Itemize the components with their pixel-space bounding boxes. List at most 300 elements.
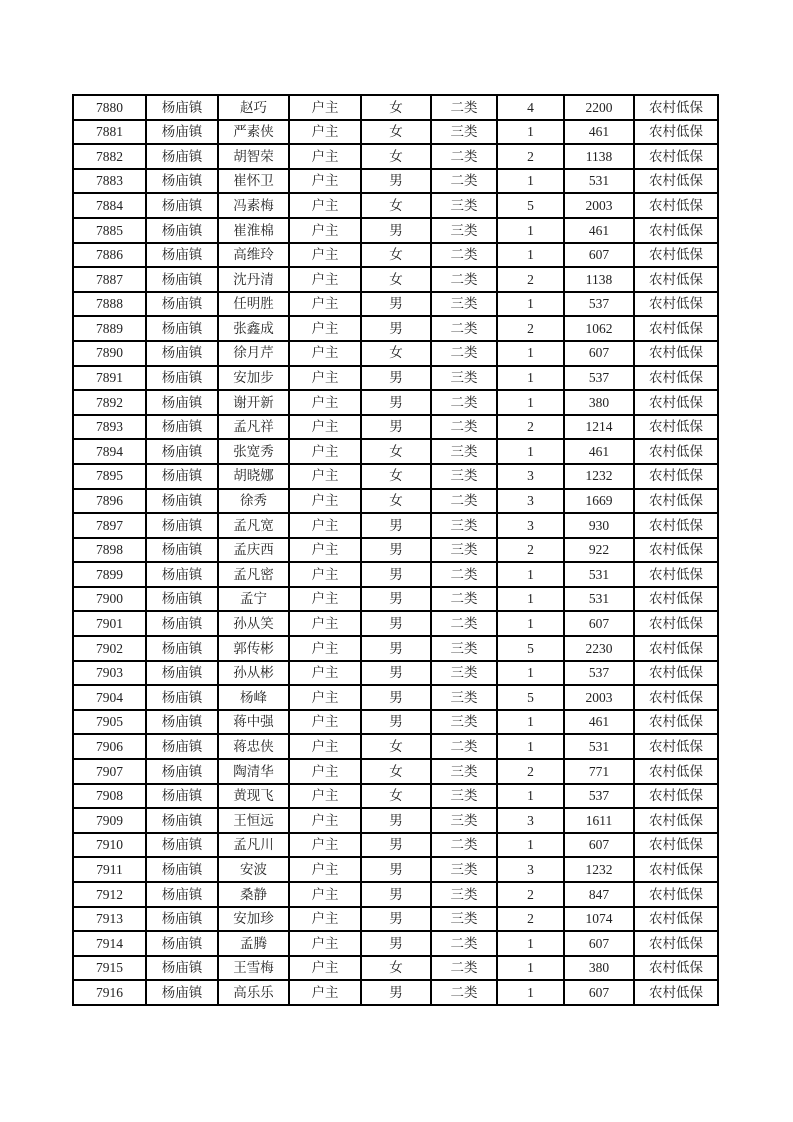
table-cell: 607 [564,833,634,858]
table-cell: 607 [564,931,634,956]
table-cell: 1138 [564,267,634,292]
table-cell: 二类 [431,931,497,956]
table-cell: 二类 [431,144,497,169]
table-cell: 7907 [73,759,146,784]
table-cell: 赵巧 [218,95,289,120]
table-cell: 农村低保 [634,857,718,882]
table-cell: 7887 [73,267,146,292]
table-cell: 男 [361,538,431,563]
table-cell: 380 [564,956,634,981]
table-cell: 女 [361,489,431,514]
table-cell: 男 [361,562,431,587]
table-cell: 三类 [431,784,497,809]
table-row [73,169,718,194]
table-cell: 4 [497,95,564,120]
table-row [73,366,718,391]
table-cell: 孟腾 [218,931,289,956]
table-cell: 2 [497,316,564,341]
table-cell: 2003 [564,193,634,218]
table-cell: 杨庙镇 [146,587,218,612]
table-cell: 461 [564,710,634,735]
table-cell: 7904 [73,685,146,710]
table-cell: 7882 [73,144,146,169]
table-cell: 杨庙镇 [146,661,218,686]
table-cell: 杨庙镇 [146,685,218,710]
table-cell: 安波 [218,857,289,882]
table-row [73,538,718,563]
table-cell: 户主 [289,931,361,956]
table-cell: 农村低保 [634,956,718,981]
table-cell: 农村低保 [634,464,718,489]
table-cell: 771 [564,759,634,784]
table-cell: 孟宁 [218,587,289,612]
table-cell: 农村低保 [634,513,718,538]
table-cell: 户主 [289,587,361,612]
table-cell: 1232 [564,857,634,882]
table-cell: 户主 [289,857,361,882]
table-cell: 孟凡宽 [218,513,289,538]
table-row [73,243,718,268]
table-cell: 户主 [289,193,361,218]
table-cell: 二类 [431,562,497,587]
table-cell: 户主 [289,833,361,858]
table-cell: 三类 [431,439,497,464]
table-cell: 3 [497,489,564,514]
table-cell: 户主 [289,243,361,268]
table-row [73,857,718,882]
table-cell: 1062 [564,316,634,341]
table-row [73,415,718,440]
table-cell: 1 [497,562,564,587]
table-cell: 沈丹清 [218,267,289,292]
table-cell: 农村低保 [634,169,718,194]
table-cell: 2 [497,759,564,784]
table-cell: 1232 [564,464,634,489]
table-cell: 5 [497,685,564,710]
table-cell: 农村低保 [634,415,718,440]
table-cell: 三类 [431,808,497,833]
table-cell: 杨庙镇 [146,243,218,268]
table-cell: 二类 [431,169,497,194]
table-cell: 7908 [73,784,146,809]
table-cell: 农村低保 [634,366,718,391]
table-cell: 户主 [289,169,361,194]
table-cell: 杨庙镇 [146,562,218,587]
table-cell: 7893 [73,415,146,440]
table-row [73,218,718,243]
table-cell: 2 [497,415,564,440]
table-cell: 男 [361,390,431,415]
records-table [72,94,719,1006]
table-cell: 7889 [73,316,146,341]
table-cell: 杨庙镇 [146,734,218,759]
table-cell: 男 [361,661,431,686]
table-row [73,710,718,735]
table-cell: 537 [564,784,634,809]
table-cell: 5 [497,636,564,661]
table-cell: 2230 [564,636,634,661]
table-cell: 户主 [289,611,361,636]
table-row [73,341,718,366]
table-cell: 农村低保 [634,292,718,317]
table-cell: 杨庙镇 [146,218,218,243]
table-cell: 1 [497,587,564,612]
table-cell: 孟凡川 [218,833,289,858]
table-cell: 1 [497,341,564,366]
table-cell: 二类 [431,833,497,858]
table-cell: 1074 [564,907,634,932]
table-cell: 杨庙镇 [146,95,218,120]
table-cell: 2 [497,882,564,907]
table-cell: 黄现飞 [218,784,289,809]
table-cell: 7901 [73,611,146,636]
table-cell: 女 [361,267,431,292]
table-cell: 7909 [73,808,146,833]
table-cell: 1214 [564,415,634,440]
table-cell: 农村低保 [634,218,718,243]
table-cell: 7891 [73,366,146,391]
table-cell: 女 [361,784,431,809]
table-cell: 杨庙镇 [146,611,218,636]
table-cell: 531 [564,587,634,612]
table-cell: 1 [497,734,564,759]
table-cell: 男 [361,710,431,735]
table-row [73,267,718,292]
table-cell: 二类 [431,956,497,981]
table-cell: 男 [361,587,431,612]
table-cell: 三类 [431,218,497,243]
table-row [73,907,718,932]
table-cell: 女 [361,243,431,268]
table-cell: 男 [361,685,431,710]
table-cell: 1 [497,366,564,391]
table-cell: 户主 [289,267,361,292]
table-cell: 农村低保 [634,489,718,514]
table-cell: 女 [361,956,431,981]
table-cell: 户主 [289,341,361,366]
table-cell: 三类 [431,857,497,882]
table-cell: 杨庙镇 [146,193,218,218]
table-cell: 男 [361,415,431,440]
table-cell: 杨庙镇 [146,415,218,440]
table-cell: 户主 [289,685,361,710]
table-cell: 二类 [431,267,497,292]
table-cell: 蒋中强 [218,710,289,735]
table-cell: 三类 [431,685,497,710]
table-cell: 男 [361,833,431,858]
table-cell: 高乐乐 [218,980,289,1005]
table-cell: 7892 [73,390,146,415]
table-cell: 1 [497,292,564,317]
table-cell: 607 [564,980,634,1005]
table-cell: 户主 [289,218,361,243]
table-cell: 847 [564,882,634,907]
table-cell: 农村低保 [634,833,718,858]
table-cell: 徐月芹 [218,341,289,366]
table-cell: 7896 [73,489,146,514]
table-cell: 三类 [431,513,497,538]
table-cell: 7897 [73,513,146,538]
table-cell: 农村低保 [634,980,718,1005]
table-cell: 1 [497,931,564,956]
table-cell: 户主 [289,562,361,587]
table-cell: 农村低保 [634,685,718,710]
table-cell: 安加步 [218,366,289,391]
table-row [73,931,718,956]
table-cell: 杨庙镇 [146,784,218,809]
table-row [73,808,718,833]
table-cell: 农村低保 [634,243,718,268]
table-cell: 户主 [289,980,361,1005]
table-cell: 户主 [289,759,361,784]
table-cell: 杨峰 [218,685,289,710]
table-cell: 2200 [564,95,634,120]
table-cell: 杨庙镇 [146,390,218,415]
table-cell: 930 [564,513,634,538]
table-cell: 杨庙镇 [146,144,218,169]
table-cell: 户主 [289,95,361,120]
table-cell: 户主 [289,464,361,489]
table-cell: 杨庙镇 [146,833,218,858]
table-cell: 农村低保 [634,907,718,932]
table-cell: 户主 [289,538,361,563]
table-cell: 蒋忠侠 [218,734,289,759]
table-cell: 农村低保 [634,636,718,661]
table-cell: 女 [361,759,431,784]
table-cell: 7880 [73,95,146,120]
table-cell: 7905 [73,710,146,735]
table-row [73,734,718,759]
table-cell: 7912 [73,882,146,907]
table-cell: 7894 [73,439,146,464]
table-cell: 7895 [73,464,146,489]
table-cell: 杨庙镇 [146,267,218,292]
table-cell: 农村低保 [634,538,718,563]
table-cell: 户主 [289,808,361,833]
table-row [73,193,718,218]
table-cell: 杨庙镇 [146,759,218,784]
table-cell: 户主 [289,956,361,981]
table-cell: 孟凡祥 [218,415,289,440]
table-cell: 男 [361,611,431,636]
table-cell: 男 [361,366,431,391]
table-cell: 1 [497,439,564,464]
table-row [73,439,718,464]
table-cell: 男 [361,882,431,907]
table-cell: 崔淮棉 [218,218,289,243]
table-cell: 安加珍 [218,907,289,932]
table-cell: 1138 [564,144,634,169]
table-cell: 461 [564,218,634,243]
table-cell: 1669 [564,489,634,514]
table-cell: 三类 [431,366,497,391]
table-cell: 户主 [289,120,361,145]
table-cell: 7883 [73,169,146,194]
table-cell: 男 [361,169,431,194]
table-cell: 孙从笑 [218,611,289,636]
table-cell: 农村低保 [634,784,718,809]
table-cell: 户主 [289,439,361,464]
table-cell: 2003 [564,685,634,710]
table-cell: 1 [497,980,564,1005]
table-cell: 7888 [73,292,146,317]
table-row [73,120,718,145]
table-cell: 男 [361,316,431,341]
table-cell: 女 [361,95,431,120]
table-cell: 王恒远 [218,808,289,833]
table-cell: 杨庙镇 [146,464,218,489]
table-cell: 二类 [431,95,497,120]
table-cell: 农村低保 [634,390,718,415]
table-cell: 7899 [73,562,146,587]
table-cell: 二类 [431,489,497,514]
table-cell: 1 [497,833,564,858]
table-cell: 531 [564,734,634,759]
table-cell: 1 [497,956,564,981]
table-cell: 二类 [431,734,497,759]
table-cell: 1 [497,218,564,243]
table-cell: 3 [497,464,564,489]
table-cell: 461 [564,120,634,145]
table-cell: 户主 [289,636,361,661]
table-row [73,562,718,587]
table-cell: 531 [564,562,634,587]
table-cell: 三类 [431,193,497,218]
table-cell: 1 [497,784,564,809]
table-cell: 7916 [73,980,146,1005]
table-cell: 农村低保 [634,734,718,759]
table-cell: 2 [497,267,564,292]
table-cell: 张宽秀 [218,439,289,464]
table-row [73,513,718,538]
table-cell: 杨庙镇 [146,489,218,514]
table-cell: 户主 [289,316,361,341]
table-cell: 杨庙镇 [146,120,218,145]
table-cell: 农村低保 [634,759,718,784]
table-cell: 农村低保 [634,562,718,587]
table-cell: 三类 [431,882,497,907]
table-cell: 户主 [289,784,361,809]
table-cell: 男 [361,636,431,661]
table-cell: 杨庙镇 [146,341,218,366]
table-cell: 农村低保 [634,611,718,636]
table-row [73,661,718,686]
table-cell: 严素侠 [218,120,289,145]
table-cell: 女 [361,144,431,169]
table-cell: 男 [361,513,431,538]
table-cell: 崔怀卫 [218,169,289,194]
table-row [73,784,718,809]
table-cell: 三类 [431,292,497,317]
table-cell: 杨庙镇 [146,980,218,1005]
table-cell: 农村低保 [634,587,718,612]
table-cell: 2 [497,538,564,563]
table-cell: 杨庙镇 [146,439,218,464]
table-cell: 杨庙镇 [146,513,218,538]
table-cell: 农村低保 [634,882,718,907]
table-cell: 桑静 [218,882,289,907]
table-cell: 3 [497,808,564,833]
table-row [73,464,718,489]
table-cell: 户主 [289,366,361,391]
table-cell: 607 [564,243,634,268]
table-cell: 农村低保 [634,267,718,292]
table-cell: 7902 [73,636,146,661]
table-cell: 女 [361,120,431,145]
table-cell: 陶清华 [218,759,289,784]
table-cell: 男 [361,808,431,833]
table-cell: 607 [564,341,634,366]
table-cell: 农村低保 [634,316,718,341]
table-cell: 户主 [289,882,361,907]
table-cell: 7915 [73,956,146,981]
table-cell: 杨庙镇 [146,808,218,833]
table-cell: 5 [497,193,564,218]
table-cell: 7885 [73,218,146,243]
table-cell: 农村低保 [634,710,718,735]
table-cell: 二类 [431,980,497,1005]
table-cell: 农村低保 [634,439,718,464]
table-row [73,316,718,341]
table-cell: 杨庙镇 [146,907,218,932]
table-cell: 张鑫成 [218,316,289,341]
table-cell: 7913 [73,907,146,932]
table-row [73,685,718,710]
table-cell: 三类 [431,907,497,932]
table-cell: 户主 [289,661,361,686]
table-row [73,980,718,1005]
table-row [73,759,718,784]
table-cell: 537 [564,661,634,686]
table-cell: 537 [564,366,634,391]
table-cell: 三类 [431,120,497,145]
table-cell: 户主 [289,489,361,514]
table-cell: 户主 [289,144,361,169]
table-cell: 户主 [289,734,361,759]
table-cell: 户主 [289,513,361,538]
table-cell: 1 [497,169,564,194]
table-cell: 1611 [564,808,634,833]
table-cell: 户主 [289,907,361,932]
table-cell: 谢开新 [218,390,289,415]
table-cell: 531 [564,169,634,194]
table-cell: 二类 [431,415,497,440]
table-row [73,489,718,514]
table-cell: 杨庙镇 [146,316,218,341]
table-row [73,882,718,907]
table-cell: 7910 [73,833,146,858]
table-cell: 607 [564,611,634,636]
table-cell: 二类 [431,390,497,415]
table-cell: 杨庙镇 [146,366,218,391]
table-row [73,833,718,858]
table-cell: 男 [361,218,431,243]
table-row [73,144,718,169]
table-cell: 380 [564,390,634,415]
table-cell: 3 [497,513,564,538]
table-cell: 三类 [431,464,497,489]
table-cell: 三类 [431,661,497,686]
table-cell: 1 [497,710,564,735]
table-cell: 1 [497,120,564,145]
table-cell: 7911 [73,857,146,882]
table-cell: 杨庙镇 [146,538,218,563]
table-cell: 1 [497,611,564,636]
table-cell: 户主 [289,710,361,735]
table-cell: 农村低保 [634,144,718,169]
table-cell: 二类 [431,611,497,636]
table-cell: 胡晓娜 [218,464,289,489]
